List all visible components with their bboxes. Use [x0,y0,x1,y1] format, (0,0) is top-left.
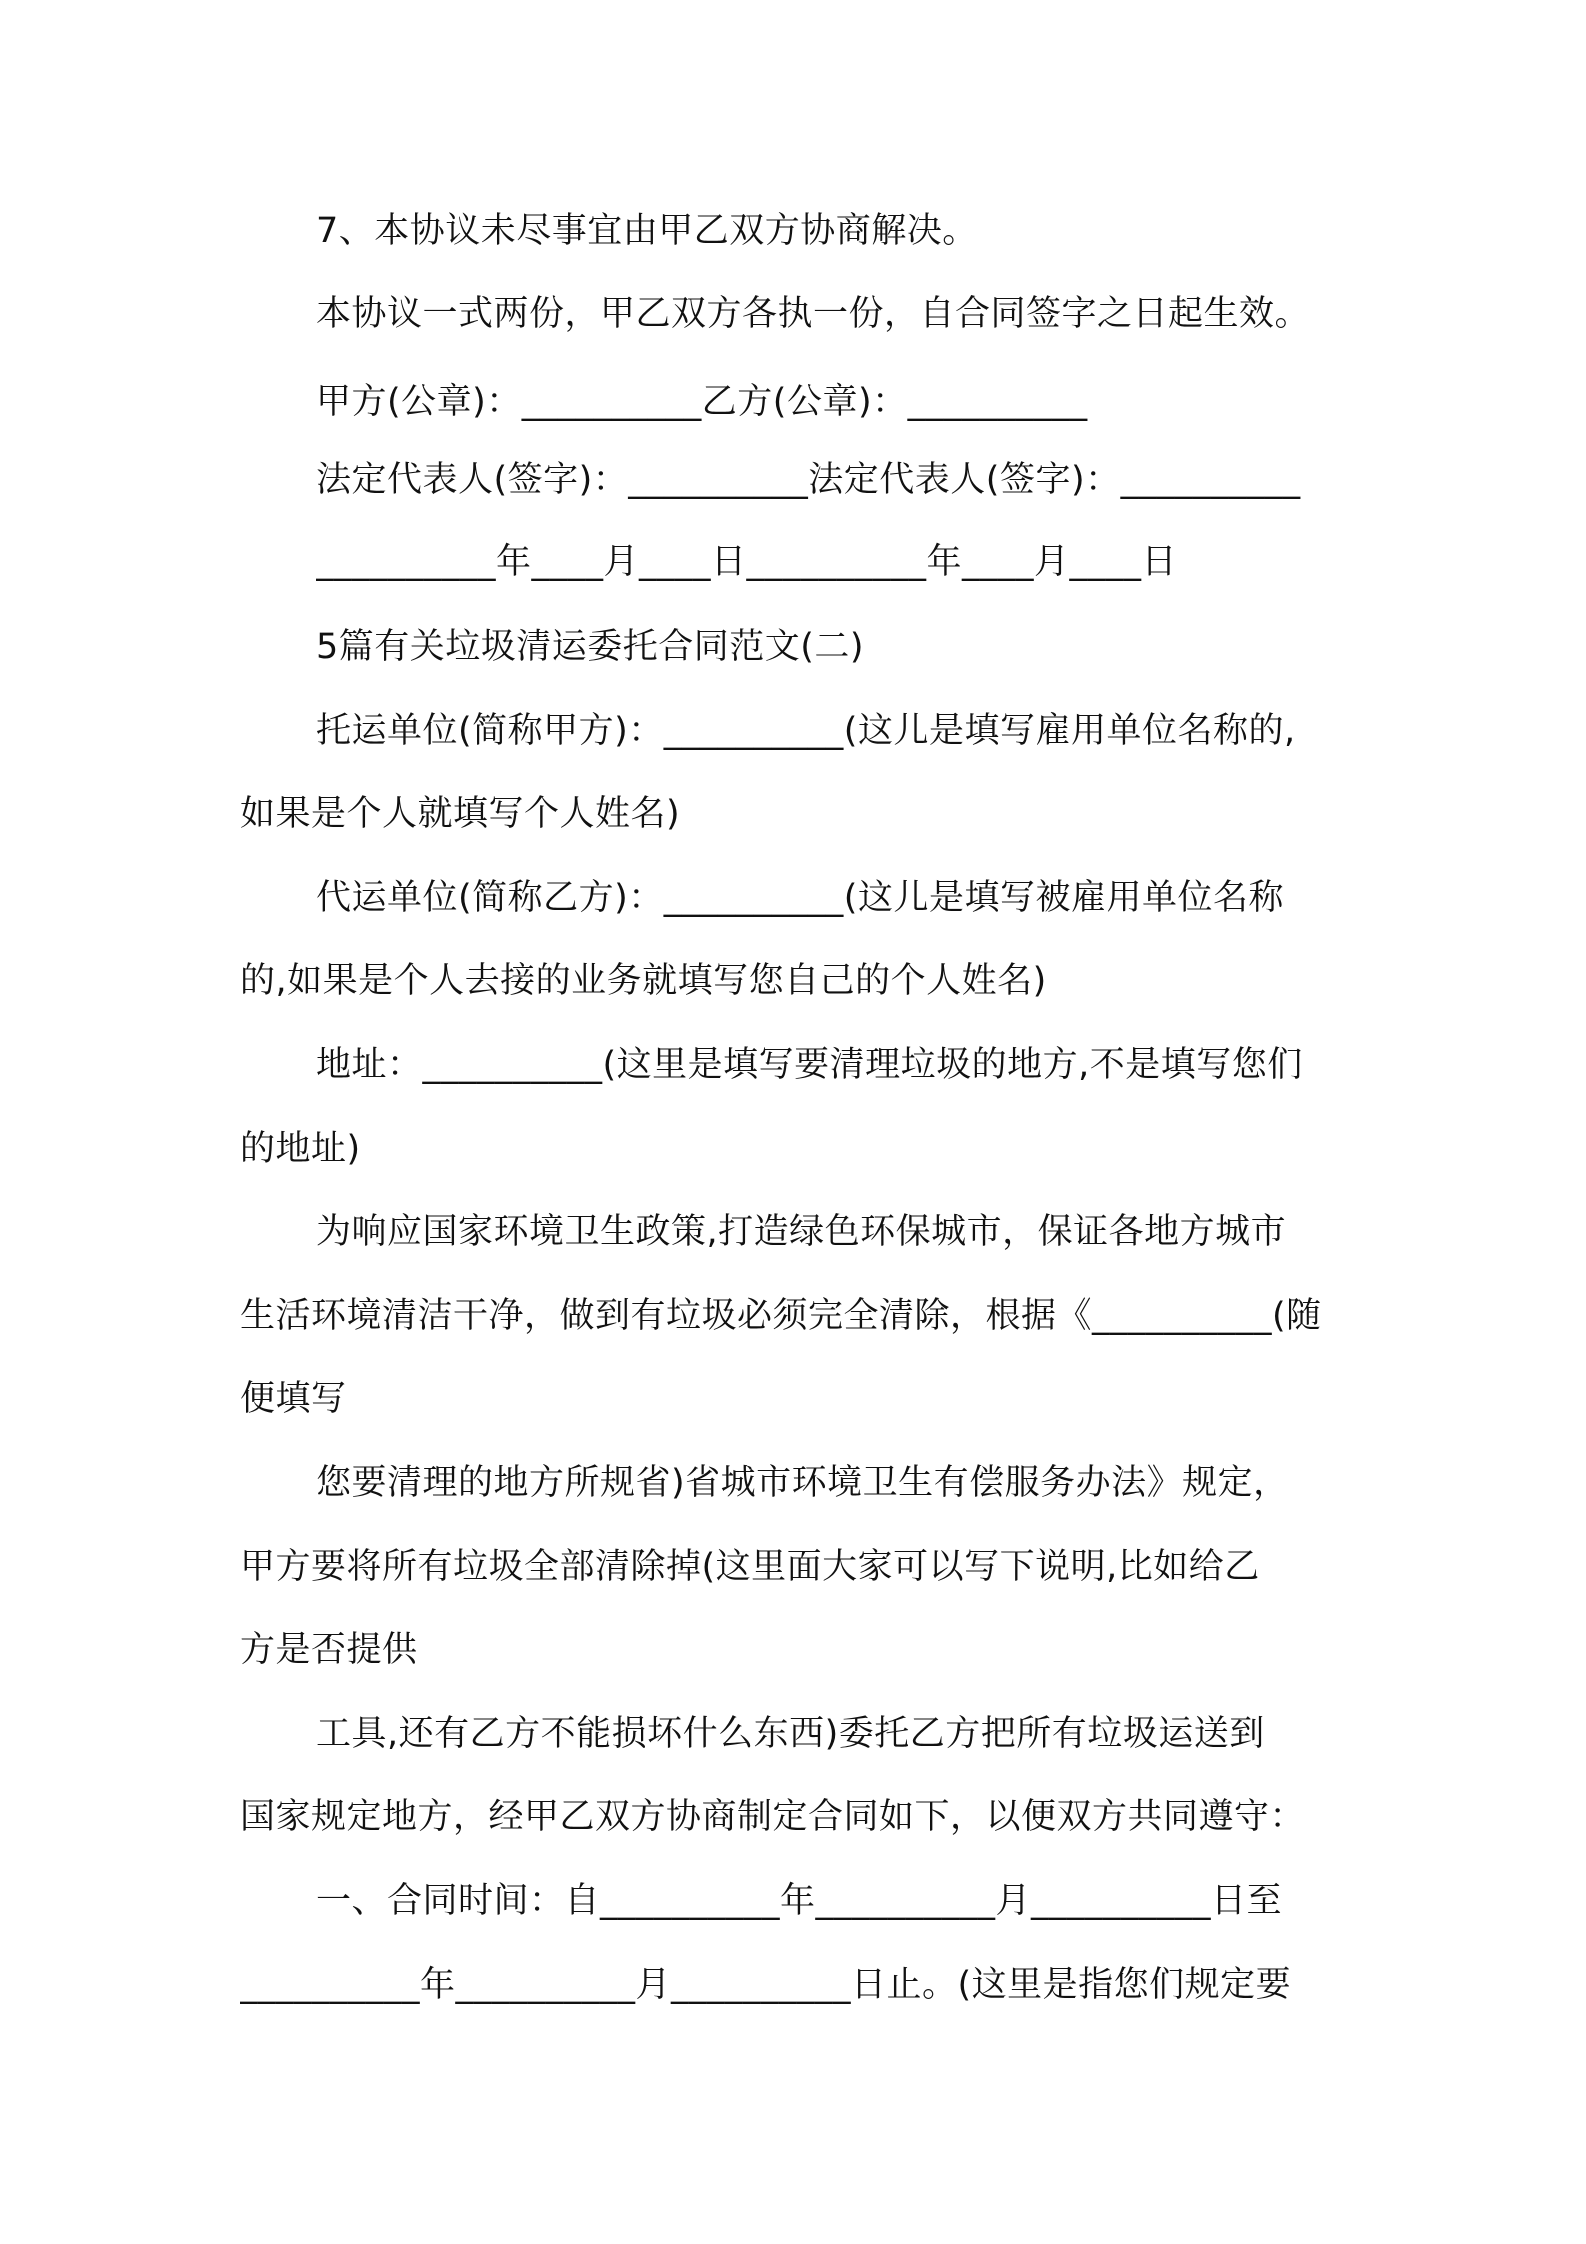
paragraph-line: 便填写 [240,1379,347,1419]
contract-time-line-cont: __________年__________月__________日止。(这里是指您们规定要 [240,1965,1292,2005]
carrier-line: 代运单位(简称乙方)：__________(这儿是填写被雇用单位名称 [316,878,1284,918]
contract-time-line: 一、合同时间：自__________年__________月__________日至 [316,1881,1283,1921]
paragraph-line: 工具,还有乙方不能损坏什么东西)委托乙方把所有垃圾运送到 [316,1714,1265,1754]
carrier-line-cont: 的,如果是个人去接的业务就填写您自己的个人姓名) [240,961,1047,1001]
clause-7: 7、本协议未尽事宜由甲乙双方协商解决。 [316,211,978,251]
effectiveness-clause: 本协议一式两份，甲乙双方各执一份，自合同签字之日起生效。 [316,294,1311,334]
paragraph-line: 您要清理的地方所规省)省城市环境卫生有偿服务办法》规定， [316,1463,1289,1503]
seal-line: 甲方(公章)：__________乙方(公章)：__________ [316,382,1088,422]
paragraph-line: 生活环境清洁干净，做到有垃圾必须完全清除，根据《__________(随 [240,1296,1322,1336]
address-line-cont: 的地址) [240,1129,361,1169]
consignor-line: 托运单位(简称甲方)：__________(这儿是填写雇用单位名称的, [316,711,1296,751]
paragraph-line: 甲方要将所有垃圾全部清除掉(这里面大家可以写下说明,比如给乙 [240,1547,1260,1587]
paragraph-line: 国家规定地方，经甲乙双方协商制定合同如下，以便双方共同遵守： [240,1797,1306,1837]
paragraph-line: 方是否提供 [240,1630,418,1670]
date-line: __________年____月____日__________年____月____日 [316,542,1178,582]
consignor-line-cont: 如果是个人就填写个人姓名) [240,794,681,834]
section-title: 5篇有关垃圾清运委托合同范文(二) [316,627,865,667]
address-line: 地址：__________(这里是填写要清理垃圾的地方,不是填写您们 [316,1045,1303,1085]
representative-signature-line: 法定代表人(签字)：__________法定代表人(签字)：__________ [316,460,1301,500]
paragraph-line: 为响应国家环境卫生政策,打造绿色环保城市，保证各地方城市 [316,1212,1287,1252]
